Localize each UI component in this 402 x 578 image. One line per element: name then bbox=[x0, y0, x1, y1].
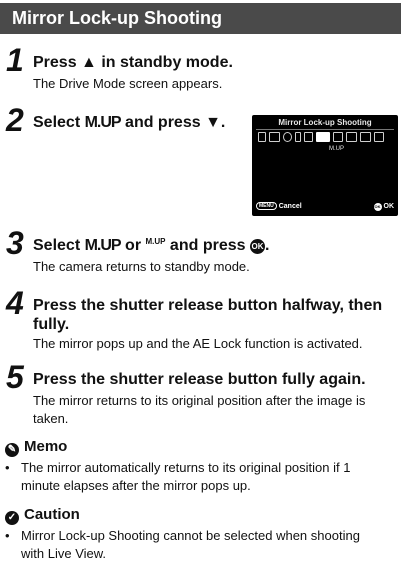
remote-icon bbox=[295, 132, 301, 142]
step-number: 1 bbox=[6, 42, 24, 78]
pencil-icon: ✎ bbox=[5, 443, 19, 457]
divider bbox=[256, 129, 394, 130]
interval-icon bbox=[346, 132, 357, 142]
step-description: The camera returns to standby mode. bbox=[33, 259, 250, 274]
continuous-icon bbox=[269, 132, 280, 142]
mirror-up-icon: M.UP bbox=[84, 237, 121, 254]
step-description-line: The mirror returns to its original position after the image is bbox=[33, 393, 366, 408]
caution-text-line: Mirror Lock-up Shooting cannot be selected when shooting bbox=[21, 528, 360, 543]
drive-mode-screen bbox=[252, 115, 398, 216]
step-number: 3 bbox=[6, 225, 24, 261]
page-title: Mirror Lock-up Shooting bbox=[0, 3, 401, 34]
step-description: The mirror pops up and the AE Lock function is activated. bbox=[33, 336, 363, 351]
drive-mode-icons bbox=[258, 132, 392, 144]
up-arrow-icon: ▲ bbox=[81, 54, 97, 71]
step-heading-line: Press the shutter release button halfway, then bbox=[33, 297, 383, 314]
memo-text-line: minute elapses after the mirror pops up. bbox=[21, 478, 251, 493]
screen-footer bbox=[256, 202, 394, 212]
step-heading bbox=[33, 53, 233, 73]
memo-heading-text: Memo bbox=[24, 438, 68, 455]
step-description: The Drive Mode screen appears. bbox=[33, 76, 223, 91]
step-heading-text: Select bbox=[33, 114, 85, 131]
step-heading-line: fully. bbox=[33, 316, 70, 333]
memo-heading bbox=[5, 437, 67, 457]
step-number: 2 bbox=[6, 102, 24, 138]
interval-movie-icon bbox=[374, 132, 384, 142]
caution-heading-text: Caution bbox=[24, 506, 80, 523]
step-heading bbox=[33, 113, 225, 133]
bullet-dot: • bbox=[5, 528, 10, 543]
step-heading-text: or bbox=[120, 237, 146, 254]
step-description-line: taken. bbox=[33, 411, 69, 426]
memo-text-line: The mirror automatically returns to its original position if 1 bbox=[21, 460, 351, 475]
caution-icon: ✓ bbox=[5, 511, 19, 525]
ok-button-icon: OK bbox=[374, 204, 381, 209]
bullet-dot: • bbox=[5, 460, 10, 475]
step-heading: Press the shutter release button fully again. bbox=[33, 371, 366, 388]
step-heading-text: Press bbox=[33, 54, 82, 71]
caution-text-line: with Live View. bbox=[21, 546, 107, 561]
self-timer-icon bbox=[283, 132, 292, 142]
step-heading-text: and press bbox=[165, 237, 250, 254]
step-heading-text: in standby mode. bbox=[96, 54, 233, 71]
cancel-label: Cancel bbox=[278, 203, 302, 210]
menu-button-icon: MENU bbox=[256, 202, 277, 210]
ok-button-icon: OK bbox=[250, 239, 265, 254]
mirror-up-option-icon: M.UP bbox=[329, 146, 344, 152]
single-frame-icon bbox=[258, 132, 266, 142]
mirror-up-icon: M.UP bbox=[84, 114, 121, 131]
mirror-up-icon bbox=[316, 132, 330, 142]
multi-exposure-icon bbox=[333, 132, 343, 142]
screen-title: Mirror Lock-up Shooting bbox=[278, 118, 372, 127]
step-number: 4 bbox=[6, 285, 24, 321]
ok-group bbox=[374, 202, 395, 212]
mirror-up-remote-icon: M.UP bbox=[145, 237, 166, 246]
step-heading bbox=[33, 236, 269, 256]
step-heading-text: Select bbox=[33, 237, 85, 254]
bracket-icon bbox=[304, 132, 313, 142]
caution-text bbox=[21, 527, 396, 563]
step-number: 5 bbox=[6, 359, 24, 395]
step-heading-text: and press ▼. bbox=[120, 114, 226, 131]
interval-composite-icon bbox=[360, 132, 371, 142]
step-heading-text: . bbox=[264, 237, 270, 254]
memo-text bbox=[21, 459, 396, 495]
caution-heading bbox=[5, 505, 80, 525]
ok-label: OK bbox=[383, 203, 394, 210]
